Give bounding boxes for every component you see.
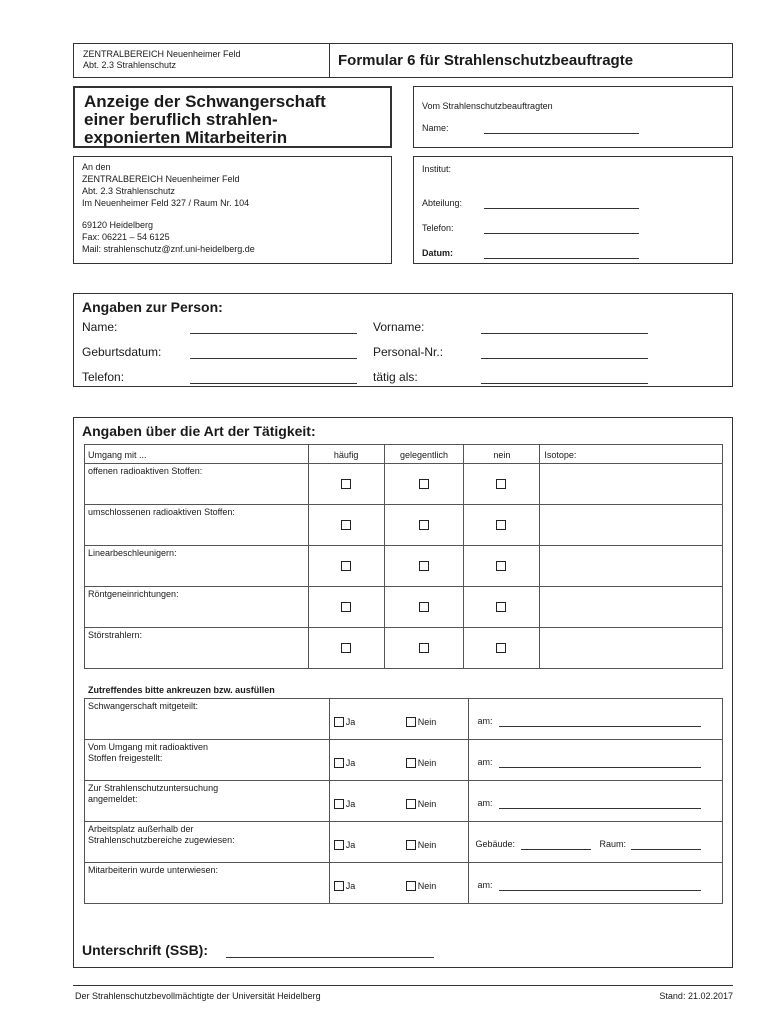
- header-box: [73, 43, 733, 78]
- status-choice-cell: [329, 822, 469, 863]
- status-label-line2: Stoffen freigestellt:: [88, 753, 163, 763]
- ja-label: Ja: [345, 799, 356, 809]
- checkbox-nein[interactable]: [406, 717, 416, 727]
- activity-table: [84, 444, 723, 669]
- vorname-label: Vorname:: [373, 320, 425, 334]
- from-label: Vom Strahlenschutzbeauftragten: [422, 101, 553, 111]
- haeufig-cell: [308, 587, 384, 628]
- activity-heading: Angaben über die Art der Tätigkeit:: [82, 423, 316, 439]
- checkbox-haeufig[interactable]: [341, 479, 351, 489]
- sender-name-label: Name:: [422, 123, 449, 133]
- isotope-cell[interactable]: [540, 587, 723, 628]
- address-line: An den: [82, 162, 111, 172]
- status-label-cell: [85, 863, 330, 904]
- nein-cell: [464, 464, 540, 505]
- sender-name-field[interactable]: [484, 123, 639, 134]
- checkbox-nein[interactable]: [406, 799, 416, 809]
- am-field[interactable]: [499, 880, 701, 891]
- nein-label: Nein: [417, 881, 437, 891]
- col-header-umgang-label: Umgang mit ...: [88, 450, 147, 460]
- am-field[interactable]: [499, 757, 701, 768]
- nein-label: Nein: [417, 840, 437, 850]
- row-label-cell: [85, 464, 309, 505]
- ja-label: Ja: [345, 840, 356, 850]
- checkbox-haeufig[interactable]: [341, 561, 351, 571]
- checkbox-nein[interactable]: [406, 840, 416, 850]
- checkbox-gelegentlich[interactable]: [419, 643, 429, 653]
- row-label-cell: [85, 587, 309, 628]
- col-header-haeufig: [308, 445, 384, 464]
- ja-label: Ja: [345, 758, 356, 768]
- row-label-cell: [85, 628, 309, 669]
- gebaeude-label: Gebäude:: [475, 839, 516, 849]
- checkbox-nein[interactable]: [496, 479, 506, 489]
- haeufig-cell: [308, 546, 384, 587]
- row-label: Röntgeneinrichtungen:: [88, 589, 179, 599]
- address-line: Mail: strahlenschutz@znf.uni-heidelberg.de: [82, 244, 255, 254]
- status-label-cell: [85, 699, 330, 740]
- sender-box: [413, 86, 733, 148]
- status-row: [85, 822, 723, 863]
- status-choice-cell: [329, 863, 469, 904]
- col-header-haeufig-label: häufig: [333, 450, 359, 460]
- haeufig-cell: [308, 464, 384, 505]
- ja-label: Ja: [345, 881, 356, 891]
- status-label-line1: Mitarbeiterin wurde unterwiesen:: [88, 865, 219, 875]
- status-date-cell: [469, 781, 723, 822]
- institute-telefon-field[interactable]: [484, 223, 639, 234]
- checkbox-ja[interactable]: [334, 881, 344, 891]
- checkbox-nein[interactable]: [496, 602, 506, 612]
- am-label: am:: [477, 798, 493, 808]
- gelegentlich-cell: [384, 587, 464, 628]
- isotope-cell[interactable]: [540, 464, 723, 505]
- nein-label: Nein: [417, 717, 437, 727]
- personal-nr-label: Personal-Nr.:: [373, 345, 444, 359]
- institut-label: Institut:: [422, 164, 452, 174]
- status-choice-cell: [329, 740, 469, 781]
- footer-rule: [73, 985, 733, 986]
- vorname-field[interactable]: [481, 321, 648, 334]
- footer-right: Stand: 21.02.2017: [659, 991, 733, 1001]
- checkbox-nein[interactable]: [496, 643, 506, 653]
- status-location-cell: [469, 822, 723, 863]
- signature-label: Unterschrift (SSB):: [82, 942, 209, 958]
- person-box: [73, 293, 733, 387]
- status-heading: Zutreffendes bitte ankreuzen bzw. ausfüllen: [88, 685, 275, 695]
- checkbox-nein[interactable]: [496, 561, 506, 571]
- status-choice-cell: [329, 699, 469, 740]
- header-org-line1: ZENTRALBEREICH Neuenheimer Feld: [83, 49, 241, 59]
- gebaeude-field[interactable]: [521, 839, 591, 850]
- status-label-cell: [85, 740, 330, 781]
- col-header-gelegentlich: [384, 445, 464, 464]
- am-field[interactable]: [499, 716, 701, 727]
- geburtsdatum-field[interactable]: [190, 346, 357, 359]
- status-choice-cell: [329, 781, 469, 822]
- status-row: [85, 781, 723, 822]
- taetig-label: tätig als:: [373, 370, 418, 384]
- table-row: [85, 587, 723, 628]
- status-date-cell: [469, 699, 723, 740]
- gelegentlich-cell: [384, 546, 464, 587]
- signature-field[interactable]: [226, 942, 434, 958]
- name-field[interactable]: [190, 321, 357, 334]
- col-header-nein: [464, 445, 540, 464]
- address-line: Fax: 06221 – 54 6125: [82, 232, 170, 242]
- row-label: umschlossenen radioaktiven Stoffen:: [88, 507, 235, 517]
- col-header-gelegentlich-label: gelegentlich: [400, 450, 449, 460]
- checkbox-gelegentlich[interactable]: [419, 602, 429, 612]
- address-line: ZENTRALBEREICH Neuenheimer Feld: [82, 174, 240, 184]
- checkbox-ja[interactable]: [334, 799, 344, 809]
- checkbox-gelegentlich[interactable]: [419, 479, 429, 489]
- status-row: [85, 740, 723, 781]
- gelegentlich-cell: [384, 628, 464, 669]
- taetig-field[interactable]: [481, 371, 648, 384]
- personal-nr-field[interactable]: [481, 346, 648, 359]
- haeufig-cell: [308, 628, 384, 669]
- activity-box: [73, 417, 733, 968]
- title-line3: exponierten Mitarbeiterin: [84, 128, 288, 147]
- table-row: [85, 464, 723, 505]
- header-divider: [329, 44, 330, 77]
- title-line2: einer beruflich strahlen-: [84, 110, 278, 129]
- row-label-cell: [85, 546, 309, 587]
- abteilung-field[interactable]: [484, 198, 639, 209]
- nein-label: Nein: [417, 799, 437, 809]
- checkbox-ja[interactable]: [334, 758, 344, 768]
- am-field[interactable]: [499, 798, 701, 809]
- raum-field[interactable]: [631, 839, 701, 850]
- isotope-cell[interactable]: [540, 505, 723, 546]
- person-telefon-field[interactable]: [190, 371, 357, 384]
- header-org-line2: Abt. 2.3 Strahlenschutz: [83, 60, 177, 70]
- status-row: [85, 699, 723, 740]
- table-row: [85, 505, 723, 546]
- status-label-line1: Arbeitsplatz außerhalb der: [88, 824, 194, 834]
- title-box: [73, 86, 392, 148]
- status-row: [85, 863, 723, 904]
- col-header-umgang: [85, 445, 309, 464]
- raum-label: Raum:: [599, 839, 626, 849]
- nein-cell: [464, 546, 540, 587]
- checkbox-gelegentlich[interactable]: [419, 561, 429, 571]
- status-label-line1: Schwangerschaft mitgeteilt:: [88, 701, 199, 711]
- checkbox-haeufig[interactable]: [341, 520, 351, 530]
- col-header-nein-label: nein: [493, 450, 511, 460]
- nein-label: Nein: [417, 758, 437, 768]
- person-telefon-label: Telefon:: [82, 370, 125, 384]
- gelegentlich-cell: [384, 464, 464, 505]
- checkbox-nein[interactable]: [406, 758, 416, 768]
- address-line: 69120 Heidelberg: [82, 220, 154, 230]
- geburtsdatum-label: Geburtsdatum:: [82, 345, 162, 359]
- status-date-cell: [469, 863, 723, 904]
- isotope-cell[interactable]: [540, 546, 723, 587]
- table-row: [85, 546, 723, 587]
- isotope-cell[interactable]: [540, 628, 723, 669]
- checkbox-ja[interactable]: [334, 717, 344, 727]
- row-label: offenen radioaktiven Stoffen:: [88, 466, 203, 476]
- telefon-label: Telefon:: [422, 223, 454, 233]
- datum-label: Datum:: [422, 248, 453, 258]
- nein-cell: [464, 587, 540, 628]
- table-row: [85, 628, 723, 669]
- status-label-line2: angemeldet:: [88, 794, 138, 804]
- haeufig-cell: [308, 505, 384, 546]
- status-date-cell: [469, 740, 723, 781]
- name-label: Name:: [82, 320, 118, 334]
- form-title: Formular 6 für Strahlenschutzbeauftragte: [338, 52, 634, 69]
- am-label: am:: [477, 716, 493, 726]
- datum-field[interactable]: [484, 248, 639, 259]
- status-label-line1: Zur Strahlenschutzuntersuchung: [88, 783, 219, 793]
- col-header-isotope: [540, 445, 723, 464]
- nein-cell: [464, 628, 540, 669]
- nein-cell: [464, 505, 540, 546]
- address-line: Im Neuenheimer Feld 327 / Raum Nr. 104: [82, 198, 250, 208]
- address-box: [73, 156, 392, 264]
- checkbox-gelegentlich[interactable]: [419, 520, 429, 530]
- status-label-line1: Vom Umgang mit radioaktiven: [88, 742, 209, 752]
- checkbox-nein[interactable]: [496, 520, 506, 530]
- status-label-cell: [85, 822, 330, 863]
- checkbox-nein[interactable]: [406, 881, 416, 891]
- row-label: Störstrahlern:: [88, 630, 143, 640]
- gelegentlich-cell: [384, 505, 464, 546]
- row-label-cell: [85, 505, 309, 546]
- abteilung-label: Abteilung:: [422, 198, 463, 208]
- checkbox-ja[interactable]: [334, 840, 344, 850]
- footer-left: Der Strahlenschutzbevollmächtigte der Universität Heidelberg: [75, 991, 321, 1001]
- col-header-isotope-label: Isotope:: [544, 450, 577, 460]
- title-line1: Anzeige der Schwangerschaft: [84, 92, 326, 111]
- status-table: [84, 698, 723, 904]
- checkbox-haeufig[interactable]: [341, 602, 351, 612]
- address-line: Abt. 2.3 Strahlenschutz: [82, 186, 176, 196]
- row-label: Linearbeschleunigern:: [88, 548, 177, 558]
- person-heading: Angaben zur Person:: [82, 299, 223, 315]
- am-label: am:: [477, 757, 493, 767]
- institute-box: [413, 156, 733, 264]
- am-label: am:: [477, 880, 493, 890]
- ja-label: Ja: [345, 717, 356, 727]
- checkbox-haeufig[interactable]: [341, 643, 351, 653]
- status-label-cell: [85, 781, 330, 822]
- status-label-line2: Strahlenschutzbereiche zugewiesen:: [88, 835, 235, 845]
